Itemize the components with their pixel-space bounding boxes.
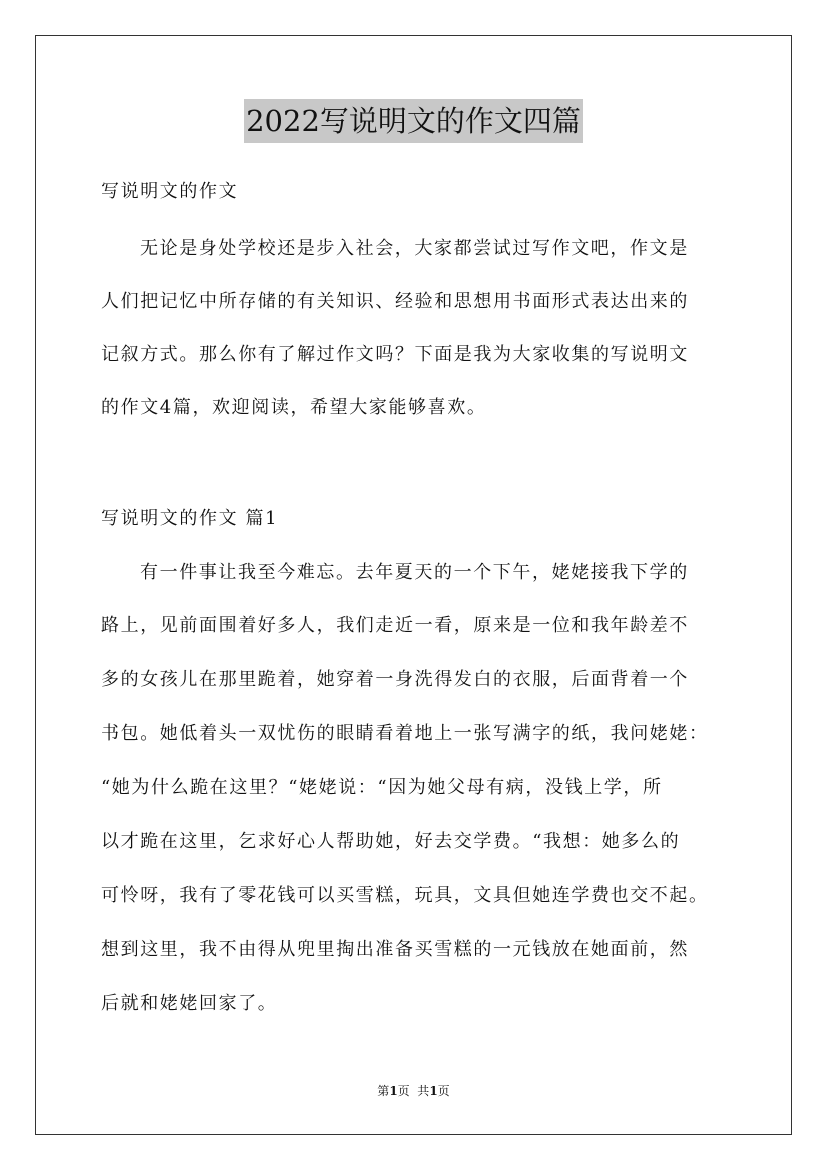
paragraph-line: “她为什么跪在这里？“姥姥说：“因为她父母有病，没钱上学，所: [101, 777, 663, 798]
paragraph-line: 后就和姥姥回家了。: [101, 993, 278, 1014]
section-heading: 写说明文的作文 篇1: [101, 508, 279, 529]
paragraph-line: 无论是身处学校还是步入社会，大家都尝试过写作文吧，作文是: [140, 238, 689, 259]
paragraph-line: 多的女孩儿在那里跪着，她穿着一身洗得发白的衣服，后面背着一个: [101, 669, 689, 690]
paragraph-line: 想到这里，我不由得从兜里掏出准备买雪糕的一元钱放在她面前，然: [101, 939, 689, 960]
paragraph-line: 记叙方式。那么你有了解过作文吗？下面是我为大家收集的写说明文: [101, 344, 689, 365]
footer-prefix: 第: [377, 1084, 390, 1098]
section-heading: 写说明文的作文: [101, 181, 239, 202]
title-container: [0, 99, 827, 143]
document-title: 2022写说明文的作文四篇: [244, 99, 583, 143]
paragraph-line: 的作文4篇，欢迎阅读，希望大家能够喜欢。: [101, 397, 487, 418]
paragraph-line: 有一件事让我至今难忘。去年夏天的一个下午，姥姥接我下学的: [140, 562, 689, 583]
footer-current-page: 1: [389, 1084, 398, 1098]
footer-total-pages: 1: [429, 1084, 438, 1098]
paragraph-line: 人们把记忆中所存储的有关知识、经验和思想用书面形式表达出来的: [101, 291, 689, 312]
paragraph-line: 以才跪在这里，乞求好心人帮助她，好去交学费。“我想：她多么的: [101, 831, 681, 852]
paragraph-line: 路上，见前面围着好多人，我们走近一看，原来是一位和我年龄差不: [101, 615, 689, 636]
paragraph-line: 可怜呀，我有了零花钱可以买雪糕，玩具，文具但她连学费也交不起。: [101, 885, 709, 906]
footer-suffix: 页: [437, 1084, 450, 1098]
paragraph-line: 书包。她低着头一双忧伤的眼睛看着地上一张写满字的纸，我问姥姥：: [101, 723, 709, 744]
footer-middle: 页 共: [397, 1084, 430, 1098]
page-footer: [0, 1083, 827, 1099]
